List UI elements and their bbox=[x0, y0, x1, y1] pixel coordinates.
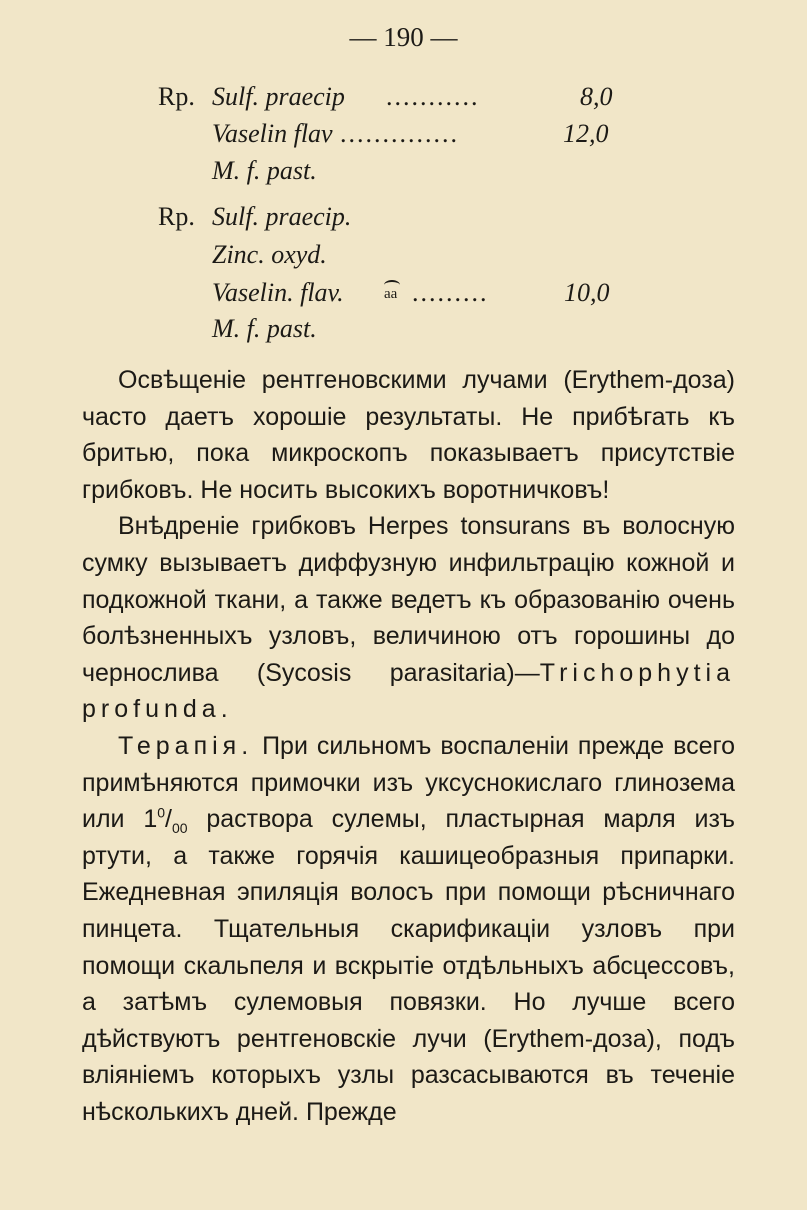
rx-amount: 10,0 bbox=[564, 278, 610, 307]
disease-term: Trichophytia profunda. bbox=[82, 658, 735, 724]
rx-prefix: Rp. bbox=[158, 202, 195, 231]
paragraph: Терапія. При сильномъ воспаленіи прежде всего примѣняются примочки изъ уксуснокислаго глинозема или $1^0/_{00}$ раствора сулемы, пластырная марля изъ ртути, а также горячія кашицеобразныя припарки. Ежедневная эпиляція волосъ при помощи рѣсничнаго пинцета. Тщательныя скарификаціи узловъ при помощи скальпеля и вскрытіе отдѣльныхъ абсцессовъ, а затѣмъ сулемовыя повязки. Но лучше всего дѣйствуютъ рентгеновскіе лучи (Erythem-доза), подъ вліяніемъ которыхъ узлы разсасываются въ теченіе нѣсколькихъ дней. Прежде bbox=[82, 731, 735, 1126]
rx-line bbox=[0, 119, 807, 155]
rx-line bbox=[0, 278, 807, 314]
paragraph-text: Внѣдреніе грибковъ Herpes tonsurans въ волосную сумку вызываетъ диффузную инфильтрацію кожной и подкожной ткани, а также ведетъ къ образованію очень болѣзненныхъ узловъ, величиною отъ горошины до чернослива (Sycosis parasitaria)— bbox=[82, 512, 735, 687]
rx-line bbox=[0, 240, 807, 276]
rx-dots: .............. bbox=[340, 119, 459, 148]
rx-line bbox=[0, 156, 807, 192]
per-mille-sup: 0 bbox=[157, 804, 166, 821]
rx-drug: Vaselin. flav. bbox=[212, 278, 344, 307]
page-number: — 190 — bbox=[349, 22, 458, 52]
paragraph: Освѣщеніе рентгеновскими лучами (Erythem-доза) часто даетъ хорошіе результаты. Не прибѣгать къ бритью, пока микроскопъ показываетъ присутствіе грибковъ. Не носить высокихъ воротничковъ! bbox=[82, 366, 735, 504]
paragraph bbox=[82, 508, 735, 728]
rx-drug: Vaselin flav bbox=[212, 119, 333, 148]
rx-drug: Sulf. praecip. bbox=[212, 202, 352, 231]
per-mille-sub: 00 bbox=[171, 820, 188, 837]
rx-line bbox=[0, 314, 807, 350]
rx-dots: ........... bbox=[386, 82, 480, 111]
paragraph-text: При сильномъ воспаленіи прежде всего примѣняются примочки изъ уксуснокислаго глинозема или 1 bbox=[82, 731, 735, 834]
rx-drug: Sulf. praecip bbox=[212, 82, 345, 111]
body-text bbox=[82, 362, 735, 1130]
rx-dots: ......... bbox=[412, 278, 489, 307]
rx-mark: aa bbox=[384, 286, 398, 302]
rx-prefix: Rp. bbox=[158, 82, 195, 111]
rx-drug: M. f. past. bbox=[212, 314, 317, 343]
rx-amount: 8,0 bbox=[580, 82, 613, 111]
rx-amount: 12,0 bbox=[563, 119, 609, 148]
rx-drug: M. f. past. bbox=[212, 156, 317, 185]
rx-line bbox=[0, 82, 807, 118]
paragraph-text: раствора сулемы, пластырная марля изъ ртути, а также горячія кашицеобразныя припарки. Ежедневная эпиляція волосъ при помощи рѣсничнаго пинцета. Тщательныя скарификаціи узловъ при помощи скальпеля и вскрытіе отдѣльныхъ абсцессовъ, а затѣмъ сулемовыя повязки. Но лучше всего дѣйствуютъ рентгеновскіе лучи (Erythem-доза), подъ вліяніемъ которыхъ узлы разсасываются въ теченіе нѣсколькихъ дней. Прежде bbox=[82, 805, 735, 1126]
section-heading: Терапія. bbox=[118, 731, 254, 760]
rx-drug: Zinc. oxyd. bbox=[212, 240, 327, 269]
rx-line bbox=[0, 202, 807, 238]
